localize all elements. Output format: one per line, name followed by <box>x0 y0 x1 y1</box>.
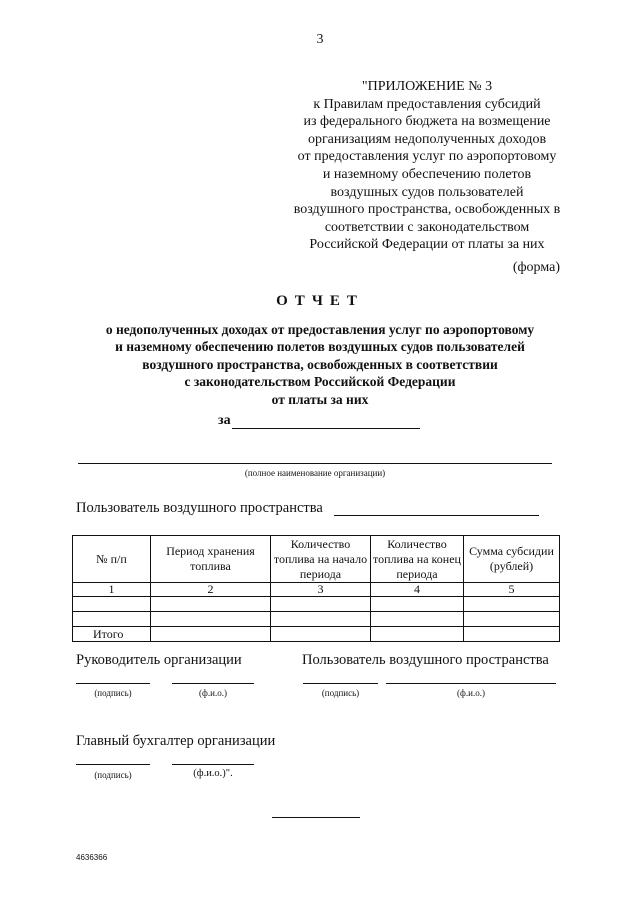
accountant-name-caption: (ф.и.о.)". <box>193 768 233 779</box>
header-fuel-start: Количество топлива на начало периода <box>271 536 371 583</box>
table-cell[interactable] <box>151 597 271 612</box>
appendix-line: соответствии с законодательством <box>324 219 530 235</box>
appendix-line: воздушного пространства, освобожденных в <box>293 202 561 218</box>
total-row <box>73 627 560 642</box>
subtitle-line: воздушного пространства, освобожденных в соответствии <box>142 356 498 372</box>
head-name-line[interactable] <box>172 683 254 684</box>
table-cell[interactable] <box>271 627 371 642</box>
period-prefix: за <box>218 413 231 428</box>
total-label: Итого <box>73 627 151 642</box>
header-subsidy-amount: Сумма субсидии (рублей) <box>464 536 560 583</box>
user-signature-caption: (подпись) <box>321 688 360 698</box>
header-fuel-end: Количество топлива на конец периода <box>371 536 464 583</box>
table-cell[interactable] <box>371 612 464 627</box>
table-cell[interactable] <box>151 627 271 642</box>
subtitle-line: и наземному обеспечению полетов воздушных судов пользователей <box>115 339 525 355</box>
head-of-organization-label: Руководитель организации <box>76 652 242 668</box>
airspace-user-line[interactable] <box>334 515 539 516</box>
table-cell[interactable] <box>73 612 151 627</box>
column-number: 5 <box>464 583 560 597</box>
page-number: 3 <box>316 32 324 47</box>
appendix-line: организациям недополученных доходов <box>307 131 547 147</box>
table-header-row <box>73 536 560 583</box>
appendix-header <box>262 78 592 254</box>
header-storage-period: Период хранения топлива <box>151 536 271 583</box>
appendix-line: "ПРИЛОЖЕНИЕ № 3 <box>361 79 493 94</box>
appendix-line: воздушных судов пользователей <box>330 184 524 200</box>
table-cell[interactable] <box>464 612 560 627</box>
accountant-name-line[interactable] <box>172 764 254 765</box>
table-cell[interactable] <box>371 627 464 642</box>
head-name-caption: (ф.и.о.) <box>199 688 227 698</box>
table-cell[interactable] <box>464 627 560 642</box>
appendix-line: от предоставления услуг по аэропортовому <box>297 149 557 165</box>
header-number: № п/п <box>73 536 151 583</box>
table-cell[interactable] <box>371 597 464 612</box>
subtitle-line: от платы за них <box>271 391 369 407</box>
table-cell[interactable] <box>73 597 151 612</box>
appendix-line: Российской Федерации от платы за них <box>309 237 545 253</box>
period-field-line[interactable] <box>232 428 420 429</box>
head-signature-caption: (подпись) <box>94 688 132 698</box>
airspace-user-signature-label: Пользователь воздушного пространства <box>302 652 549 668</box>
table-row <box>73 597 560 612</box>
accountant-signature-caption: (подпись) <box>94 770 132 780</box>
table-row <box>73 612 560 627</box>
form-label: (форма) <box>512 260 560 275</box>
column-number: 2 <box>151 583 271 597</box>
table-cell[interactable] <box>151 612 271 627</box>
subtitle-line: с законодательством Российской Федерации <box>184 374 456 390</box>
airspace-user-label: Пользователь воздушного пространства <box>76 500 323 516</box>
footer-divider <box>272 817 360 818</box>
table-cell[interactable] <box>271 597 371 612</box>
column-number: 1 <box>73 583 151 597</box>
appendix-line: из федерального бюджета на возмещение <box>303 114 551 130</box>
column-number: 4 <box>371 583 464 597</box>
appendix-line: к Правилам предоставления субсидий <box>313 96 541 112</box>
organization-name-line[interactable] <box>78 463 552 464</box>
head-signature-line[interactable] <box>76 683 150 684</box>
column-number-row <box>73 583 560 597</box>
table-cell[interactable] <box>271 612 371 627</box>
column-number: 3 <box>271 583 371 597</box>
appendix-line: и наземному обеспечению полетов <box>322 166 532 182</box>
chief-accountant-label: Главный бухгалтер организации <box>76 733 276 749</box>
document-id: 4636366 <box>76 853 108 862</box>
report-table <box>72 535 560 642</box>
accountant-signature-line[interactable] <box>76 764 150 765</box>
report-title: ОТЧЕТ <box>276 293 364 309</box>
subtitle-line: о недополученных доходах от предоставления услуг по аэропортовому <box>105 322 535 337</box>
user-name-caption: (ф.и.о.) <box>457 688 485 698</box>
table-cell[interactable] <box>464 597 560 612</box>
organization-name-caption: (полное наименование организации) <box>244 468 386 478</box>
user-name-line[interactable] <box>386 683 556 684</box>
user-signature-line[interactable] <box>303 683 378 684</box>
report-subtitle <box>40 321 600 408</box>
